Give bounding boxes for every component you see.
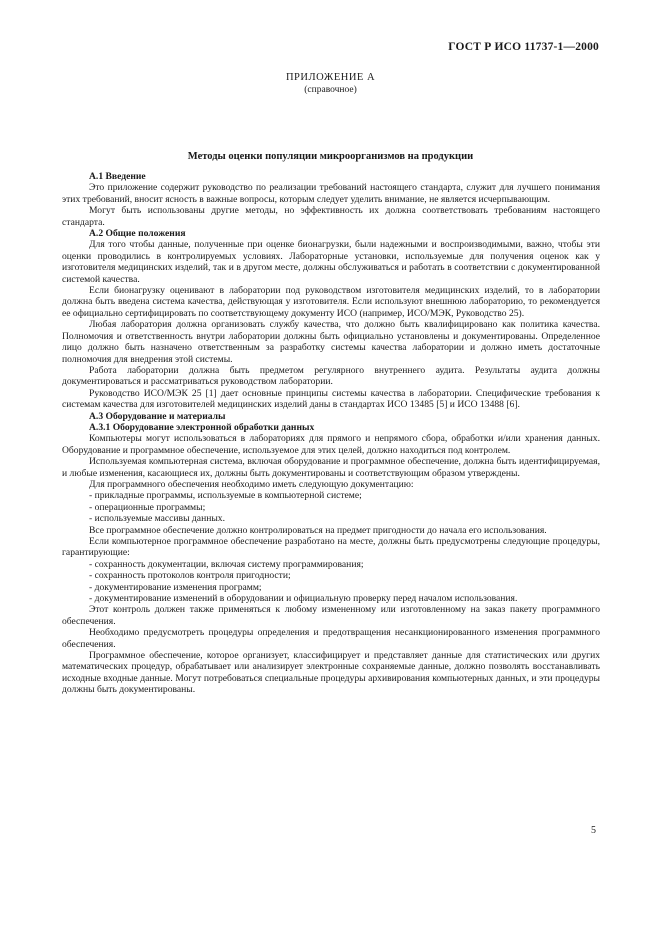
paragraph: Необходимо предусмотреть процедуры определения и предотвращения несанкционированного изменения программного обеспечения. bbox=[62, 627, 600, 650]
paragraph: Могут быть использованы другие методы, но эффективность их должна соответствовать требованиям настоящего стандарта. bbox=[62, 205, 600, 228]
paragraph: Это приложение содержит руководство по реализации требований настоящего стандарта, служит для лучшего понимания этих требований, вносит ясность в важные вопросы, которым следует уделить внимание, не является исчерпывающим. bbox=[62, 182, 600, 205]
list-item: - используемые массивы данных. bbox=[89, 513, 225, 525]
section-heading: А.2 Общие положения bbox=[89, 228, 186, 240]
paragraph: Работа лаборатории должна быть предметом регулярного внутреннего аудита. Результаты аудита должны документироваться и рассматриваться руководством лаборатории. bbox=[62, 364, 600, 388]
list-item: - документирование изменения программ; bbox=[89, 581, 262, 593]
document-code-header: ГОСТ Р ИСО 11737-1—2000 bbox=[448, 41, 599, 53]
paragraph: Для того чтобы данные, полученные при оценке бионагрузки, были надежными и воспроизводимыми, важно, чтобы эти оценки проводились в контролируемых условиях. Лабораторные установки, используемые для получения оценок как у изготовителя медицинских изделий, так и в другом месте, должны обслуживаться и работать в соответствии с документированной системой качества. bbox=[62, 239, 600, 285]
paragraph: Все программное обеспечение должно контролироваться на предмет пригодности до начала его использования. bbox=[89, 524, 547, 536]
list-item: - документирование изменений в оборудовании и официальную проверку перед началом использования. bbox=[89, 593, 518, 605]
list-item: - прикладные программы, используемые в компьютерной системе; bbox=[89, 490, 362, 502]
document-title: Методы оценки популяции микроорганизмов на продукции bbox=[187, 151, 474, 162]
paragraph: Для программного обеспечения необходимо иметь следующую документацию: bbox=[89, 478, 414, 490]
paragraph: Если бионагрузку оценивают в лаборатории под руководством изготовителя медицинских изделий, то в лаборатории должна быть введена система качества, действующая у изготовителя. Если используют внешнюю лабораторию, то рекомендуется ее официально сертифицировать по соответствующему документу ИСО (например, ИСО/МЭК, Руководство 25). bbox=[62, 285, 600, 319]
paragraph: Любая лаборатория должна организовать службу качества, что должно быть квалифицировано как политика качества. Полномочия и ответственность внутри лаборатории должны быть официально установлены и документированы. Определенное лицо должно быть назначено ответственным за разработку системы качества лаборатории и должно иметь достаточные полномочия для внедрения этой системы. bbox=[62, 319, 600, 365]
section-heading: А.3.1 Оборудование электронной обработки данных bbox=[89, 421, 315, 433]
appendix-subtitle: (справочное) bbox=[304, 85, 357, 95]
paragraph: Программное обеспечение, которое организует, классифицирует и представляет данные для статистических или других математических процедур, обрабатывает или анализирует электронные сохраняемые данные, должно позволять восстанавливать исходные входные данные. Могут потребоваться специальные процедуры архивирования компьютерных данных, и эти процедуры должны быть документированы. bbox=[62, 650, 600, 696]
list-item: - сохранность документации, включая систему программирования; bbox=[89, 558, 364, 570]
paragraph: Используемая компьютерная система, включая оборудование и программное обеспечение, должна быть идентифицируемая, и любые изменения, касающиеся их, должны быть документированы и соответствующим образом утверждены. bbox=[62, 456, 600, 479]
paragraph: Если компьютерное программное обеспечение разработано на месте, должны быть предусмотрены следующие процедуры, гарантирующие: bbox=[62, 536, 600, 559]
paragraph: Руководство ИСО/МЭК 25 [1] дает основные принципы системы качества в лаборатории. Специфические требования к системам качества для изготовителей медицинских изделий даны в стандартах ИСО 13485 [5] и ИСО 13488 [6]. bbox=[62, 387, 600, 411]
document-body bbox=[62, 171, 600, 696]
section-heading: А.1 Введение bbox=[89, 171, 146, 182]
list-item: - операционные программы; bbox=[89, 501, 206, 513]
paragraph: Компьютеры могут использоваться в лабораториях для прямого и непрямого сбора, обработки и/или хранения данных. Оборудование и программное обеспечение, используемое для этих целей, должно находиться под контролем. bbox=[62, 433, 600, 456]
page-number: 5 bbox=[591, 825, 596, 836]
section-heading: А.3 Оборудование и материалы bbox=[89, 410, 226, 422]
list-item: - сохранность протоколов контроля пригодности; bbox=[89, 570, 291, 582]
paragraph: Этот контроль должен также применяться к любому измененному или изготовленному на заказ пакету программного обеспечения. bbox=[62, 604, 600, 627]
appendix-title: ПРИЛОЖЕНИЕ А bbox=[285, 72, 376, 83]
